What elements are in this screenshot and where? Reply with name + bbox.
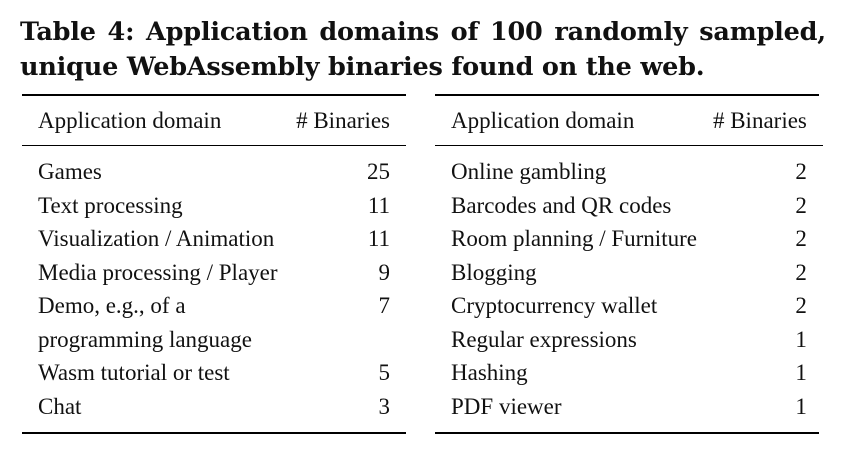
table-row [435, 222, 823, 256]
table-row [435, 289, 823, 323]
cell-binaries-count: 2 [795, 192, 807, 218]
cell-application-domain: Barcodes and QR codes [451, 192, 672, 218]
header-application-domain: Application domain [435, 96, 713, 146]
cell-application-domain: Chat [38, 393, 82, 419]
table-row [22, 189, 406, 223]
table-row [22, 146, 406, 189]
cell-application-domain: Demo, e.g., of a [38, 293, 186, 318]
cell-binaries-count: 1 [795, 393, 807, 419]
cell-application-domain: Wasm tutorial or test [38, 360, 230, 385]
caption-line-2: unique WebAssembly binaries found on the web. [20, 52, 705, 82]
cell-application-domain: Visualization / Animation [38, 226, 275, 251]
cell-application-domain: Media processing / Player [38, 259, 278, 285]
cell-binaries-count: 2 [795, 159, 807, 184]
caption-line-1: Table 4: Application domains of 100 randomly sampled, [20, 17, 826, 47]
cell-application-domain: programming language [38, 326, 252, 352]
cell-binaries-count [295, 323, 406, 357]
table-row [22, 390, 406, 433]
cell-binaries-count: 2 [795, 259, 807, 285]
cell-application-domain: Online gambling [451, 159, 607, 184]
cell-binaries-count: 9 [378, 259, 390, 285]
cell-application-domain: Blogging [451, 259, 537, 285]
cell-application-domain: PDF viewer [451, 393, 562, 419]
cell-binaries-count: 2 [795, 293, 807, 318]
table-row [435, 146, 823, 189]
table-row [435, 256, 823, 290]
cell-binaries-count: 1 [795, 360, 807, 385]
cell-binaries-count: 3 [378, 393, 390, 419]
table-row [22, 356, 406, 390]
table-row [435, 189, 823, 223]
table-row [22, 289, 406, 323]
header-binaries-count: # Binaries [295, 96, 406, 146]
cell-binaries-count: 25 [367, 159, 390, 184]
header-binaries-count: # Binaries [713, 96, 823, 146]
cell-application-domain: Regular expressions [451, 326, 637, 352]
table-row [435, 323, 823, 357]
cell-binaries-count: 1 [795, 326, 807, 352]
cell-application-domain: Games [38, 159, 102, 184]
table-row [22, 323, 406, 357]
cell-binaries-count: 2 [795, 226, 807, 251]
cell-application-domain: Room planning / Furniture [451, 226, 697, 251]
table-row [435, 356, 823, 390]
cell-binaries-count: 7 [378, 293, 390, 318]
right-table [435, 94, 819, 434]
cell-application-domain: Hashing [451, 360, 528, 385]
cell-application-domain: Cryptocurrency wallet [451, 293, 658, 318]
table-caption [20, 15, 826, 85]
table-header-row [435, 96, 823, 146]
table-row [22, 256, 406, 290]
cell-binaries-count: 5 [378, 360, 390, 385]
cell-binaries-count: 11 [367, 226, 390, 251]
table-header-row [22, 96, 406, 146]
left-table [22, 94, 406, 434]
header-application-domain: Application domain [22, 96, 295, 146]
cell-binaries-count: 11 [367, 192, 390, 218]
table-row [435, 390, 823, 433]
table-row [22, 222, 406, 256]
cell-application-domain: Text processing [38, 192, 183, 218]
